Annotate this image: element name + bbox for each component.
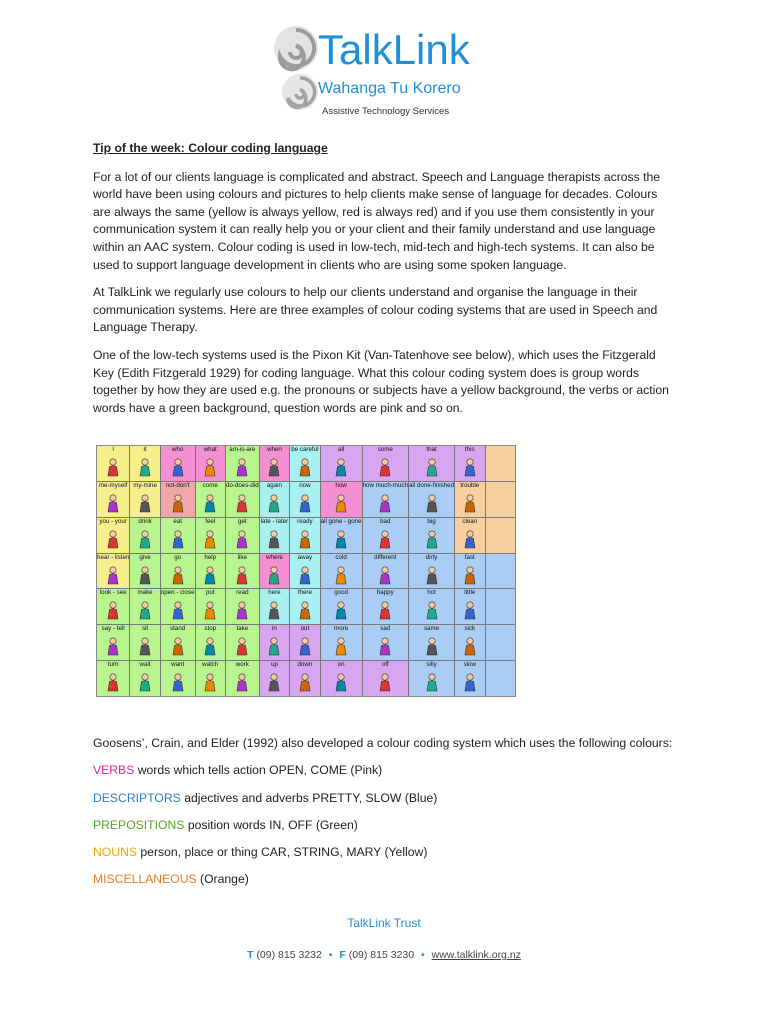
board-cell — [455, 554, 484, 589]
footer-separator: • — [328, 949, 333, 961]
symbol-picture-icon — [103, 600, 123, 620]
board-cell — [226, 518, 259, 553]
phone-number: (09) 815 3232 — [256, 949, 322, 961]
board-cell-word: all gone - gone — [320, 517, 362, 525]
category-desc: adjectives and adverbs PRETTY, SLOW (Blue) — [180, 790, 438, 805]
board-cell — [260, 589, 289, 624]
board-cell-word — [486, 554, 515, 562]
board-cell — [321, 482, 362, 517]
board-cell — [260, 625, 289, 660]
board-cell-word: drink — [138, 517, 152, 525]
board-cell — [321, 661, 362, 696]
board-cell-word: watch — [202, 661, 219, 669]
category-label: NOUNS — [93, 845, 138, 860]
board-cell — [486, 661, 515, 696]
symbol-picture-icon — [135, 672, 155, 692]
board-cell — [161, 625, 195, 660]
symbol-picture-icon — [103, 636, 123, 656]
board-cell — [363, 554, 408, 589]
symbol-picture-icon — [295, 672, 315, 692]
board-cell — [363, 446, 408, 481]
board-cell-word — [486, 482, 515, 490]
board-cell — [321, 589, 362, 624]
board-cell-word: on — [337, 661, 345, 669]
board-cell-word — [486, 661, 515, 669]
board-cell — [97, 625, 129, 660]
board-cell — [226, 661, 259, 696]
brand-tagline: Wahanga Tu Korero — [318, 80, 461, 97]
board-cell — [409, 518, 454, 553]
board-cell-word: good — [334, 589, 348, 597]
board-cell — [455, 518, 484, 553]
board-cell — [130, 482, 159, 517]
symbol-picture-icon — [375, 636, 395, 656]
symbol-picture-icon — [168, 493, 188, 513]
symbol-picture-icon — [422, 565, 442, 585]
intro-section — [93, 140, 675, 427]
board-cell — [290, 554, 319, 589]
symbol-picture-icon — [200, 600, 220, 620]
symbol-picture-icon — [422, 600, 442, 620]
board-cell — [455, 625, 484, 660]
symbol-picture-icon — [422, 529, 442, 549]
symbol-picture-icon — [460, 457, 480, 477]
symbol-picture-icon — [422, 636, 442, 656]
board-cell-word: away — [297, 553, 313, 561]
board-cell-word: who — [171, 446, 184, 453]
symbol-picture-icon — [460, 565, 480, 585]
symbol-picture-icon — [168, 636, 188, 656]
board-cell — [161, 661, 195, 696]
board-cell — [130, 625, 159, 660]
board-cell-word: read — [236, 589, 249, 597]
board-cell-word: where — [265, 553, 283, 561]
board-cell — [130, 446, 159, 481]
symbol-picture-icon — [460, 636, 480, 656]
category-nouns — [93, 844, 675, 862]
board-cell-word: different — [374, 553, 397, 561]
symbol-picture-icon — [168, 457, 188, 477]
symbol-picture-icon — [264, 565, 284, 585]
board-cell — [290, 518, 319, 553]
board-cell-word: you - your — [99, 517, 127, 525]
board-cell-word: how much-much — [362, 481, 408, 489]
board-cell-word: sad — [380, 625, 391, 633]
board-cell-word: sit — [141, 625, 149, 633]
header — [262, 22, 512, 122]
board-cell — [486, 589, 515, 624]
board-cell-word: slow — [463, 661, 476, 669]
board-cell-word: up — [270, 661, 278, 669]
board-cell-word: how — [335, 481, 347, 489]
symbol-picture-icon — [135, 600, 155, 620]
symbol-picture-icon — [264, 529, 284, 549]
footer-separator: • — [421, 949, 425, 961]
board-cell-word: hear - listen — [97, 553, 130, 561]
board-cell-word: be careful — [291, 446, 319, 453]
symbol-picture-icon — [460, 672, 480, 692]
board-cell — [486, 625, 515, 660]
board-cell — [290, 482, 319, 517]
symbol-picture-icon — [200, 565, 220, 585]
symbol-picture-icon — [422, 672, 442, 692]
board-cell-word: trouble — [460, 481, 480, 489]
board-cell — [363, 518, 408, 553]
board-cell — [363, 589, 408, 624]
footer-contact — [0, 949, 768, 961]
board-cell — [409, 554, 454, 589]
symbol-picture-icon — [135, 636, 155, 656]
symbol-picture-icon — [168, 565, 188, 585]
tip-title: Tip of the week: Colour coding language — [93, 141, 328, 155]
board-cell-word: sick — [464, 625, 476, 633]
board-cell-word: big — [427, 517, 436, 525]
board-cell — [486, 446, 515, 481]
paragraph-goosens: Goosens’, Crain, and Elder (1992) also developed a colour coding system which uses the following colours: — [93, 736, 673, 750]
board-cell — [161, 446, 195, 481]
board-cell-word: go — [174, 553, 182, 561]
board-cell-word: not-don't — [165, 481, 190, 489]
board-cell — [321, 625, 362, 660]
symbol-picture-icon — [375, 600, 395, 620]
board-cell-word: my-mine — [133, 481, 157, 489]
board-cell-word: take — [236, 625, 249, 633]
board-cell-word — [486, 625, 515, 633]
paragraph-2: At TalkLink we regularly use colours to help our clients understand and organise the language in their communication systems. Here are three examples of colour coding systems that are used in Speech and Language Therapy. — [93, 285, 658, 335]
symbol-picture-icon — [375, 493, 395, 513]
board-cell-word: it — [143, 446, 147, 453]
board-cell — [130, 518, 159, 553]
board-cell-word: want — [171, 661, 185, 669]
board-cell — [161, 589, 195, 624]
board-cell — [363, 661, 408, 696]
symbol-picture-icon — [295, 565, 315, 585]
board-cell — [226, 625, 259, 660]
symbol-picture-icon — [375, 565, 395, 585]
symbol-picture-icon — [103, 457, 123, 477]
board-cell — [226, 446, 259, 481]
paragraph-3: One of the low-tech systems used is the Pixon Kit (Van-Tatenhove see below), which uses the Fitzgerald Key (Edith Fitzgerald 1929) for coding language. What this colour coding system does is group words together by how they are used e.g. the pronouns or subjects have a yellow background, the verbs or action words have a green background, question words are pink and so on. — [93, 347, 669, 415]
board-cell-word: all done-finished — [408, 481, 455, 489]
board-cell — [226, 589, 259, 624]
symbol-picture-icon — [168, 529, 188, 549]
symbol-picture-icon — [295, 493, 315, 513]
board-cell-word: wait — [139, 661, 151, 669]
symbol-picture-icon — [295, 529, 315, 549]
symbol-picture-icon — [331, 636, 351, 656]
board-cell — [260, 661, 289, 696]
board-cell — [196, 482, 225, 517]
board-cell-word: bad — [380, 517, 391, 525]
board-cell — [321, 518, 362, 553]
symbol-picture-icon — [295, 636, 315, 656]
brand-service: Assistive Technology Services — [322, 106, 450, 117]
category-label: MISCELLANEOUS — [93, 872, 197, 887]
board-cell-word: help — [204, 553, 217, 561]
board-cell — [196, 661, 225, 696]
board-cell — [486, 518, 515, 553]
symbol-picture-icon — [331, 457, 351, 477]
symbol-picture-icon — [331, 672, 351, 692]
symbol-picture-icon — [135, 457, 155, 477]
board-cell — [97, 482, 129, 517]
board-cell — [196, 518, 225, 553]
category-miscellaneous — [93, 871, 675, 889]
category-desc: words which tells action OPEN, COME (Pink) — [134, 763, 383, 778]
board-cell-word: cold — [335, 553, 347, 561]
board-cell-word: ready — [297, 517, 313, 525]
pixon-board-image — [96, 445, 516, 697]
board-cell — [97, 518, 129, 553]
board-cell — [321, 554, 362, 589]
board-cell — [161, 518, 195, 553]
symbol-picture-icon — [331, 600, 351, 620]
board-cell — [455, 661, 484, 696]
board-cell — [321, 446, 362, 481]
goosens-section — [93, 735, 675, 899]
symbol-picture-icon — [103, 493, 123, 513]
board-cell — [290, 589, 319, 624]
board-cell-word: this — [464, 446, 475, 453]
board-cell-word: give — [139, 553, 151, 561]
board-cell-word — [486, 589, 515, 597]
board-cell — [97, 589, 129, 624]
board-cell — [161, 482, 195, 517]
board-cell-word: eat — [173, 517, 182, 525]
symbol-picture-icon — [295, 600, 315, 620]
board-cell-word: happy — [376, 589, 394, 597]
category-desc: person, place or thing CAR, STRING, MARY (Yellow) — [137, 845, 428, 860]
board-cell — [409, 589, 454, 624]
brand-name: TalkLink — [318, 26, 470, 73]
board-cell — [196, 589, 225, 624]
board-cell — [290, 446, 319, 481]
board-cell-word: like — [237, 553, 247, 561]
board-cell-word — [486, 518, 515, 526]
board-cell-word: out — [300, 625, 310, 633]
category-prepositions — [93, 817, 675, 835]
fax-number: (09) 815 3230 — [348, 949, 415, 961]
symbol-picture-icon — [232, 565, 252, 585]
board-cell — [260, 518, 289, 553]
board-cell-word: same — [423, 625, 440, 633]
symbol-picture-icon — [200, 672, 220, 692]
board-cell-word — [486, 446, 515, 454]
category-desc: (Orange) — [196, 872, 249, 887]
symbol-picture-icon — [460, 493, 480, 513]
board-cell-word: down — [297, 661, 313, 669]
symbol-picture-icon — [103, 672, 123, 692]
symbol-picture-icon — [295, 457, 315, 477]
board-cell — [196, 625, 225, 660]
board-cell-word: fast — [464, 553, 475, 561]
symbol-picture-icon — [264, 636, 284, 656]
symbol-picture-icon — [375, 529, 395, 549]
board-cell-word: come — [202, 481, 218, 489]
board-cell-word: some — [377, 446, 393, 453]
symbol-picture-icon — [422, 493, 442, 513]
board-cell — [130, 554, 159, 589]
symbol-picture-icon — [135, 565, 155, 585]
board-cell-word: off — [381, 661, 389, 669]
symbol-picture-icon — [200, 636, 220, 656]
board-cell-word: put — [205, 589, 215, 597]
board-cell-word: do-does-did — [225, 481, 259, 489]
board-cell-word: that — [426, 446, 437, 453]
board-cell-word: again — [266, 481, 282, 489]
board-cell — [226, 554, 259, 589]
phone-label: T — [247, 949, 254, 961]
board-cell — [260, 554, 289, 589]
website-link[interactable]: www.talklink.org.nz — [431, 949, 521, 961]
symbol-picture-icon — [135, 493, 155, 513]
symbol-picture-icon — [331, 493, 351, 513]
board-cell-word: now — [299, 481, 311, 489]
board-cell — [363, 482, 408, 517]
symbol-picture-icon — [232, 493, 252, 513]
symbol-picture-icon — [168, 672, 188, 692]
board-cell-word: me-myself — [98, 481, 128, 489]
board-cell — [363, 625, 408, 660]
symbol-picture-icon — [232, 600, 252, 620]
board-cell — [290, 661, 319, 696]
board-cell-word: feel — [205, 517, 216, 525]
symbol-picture-icon — [232, 636, 252, 656]
board-cell-word: make — [137, 589, 153, 597]
category-label: DESCRIPTORS — [93, 790, 181, 805]
fax-label: F — [339, 949, 346, 961]
symbol-picture-icon — [460, 529, 480, 549]
symbol-picture-icon — [232, 672, 252, 692]
board-cell — [130, 661, 159, 696]
symbol-picture-icon — [200, 493, 220, 513]
board-cell-word: work — [235, 661, 249, 669]
board-cell — [196, 446, 225, 481]
board-cell-word: open - close — [160, 589, 195, 597]
board-cell — [486, 554, 515, 589]
board-cell — [260, 482, 289, 517]
board-cell-word: what — [203, 446, 217, 453]
board-cell — [409, 625, 454, 660]
board-cell-word: get — [238, 517, 247, 525]
board-cell-word: all — [338, 446, 345, 453]
board-cell — [226, 482, 259, 517]
symbol-picture-icon — [264, 672, 284, 692]
symbol-picture-icon — [422, 457, 442, 477]
symbol-picture-icon — [168, 600, 188, 620]
board-cell — [97, 446, 129, 481]
board-cell-word: am-is-are — [229, 446, 256, 453]
symbol-picture-icon — [135, 529, 155, 549]
board-cell — [455, 589, 484, 624]
board-cell — [97, 554, 129, 589]
category-desc: position words IN, OFF (Green) — [184, 817, 358, 832]
symbol-picture-icon — [264, 493, 284, 513]
board-cell-word: look - see — [99, 589, 127, 597]
board-cell-word: clean — [462, 517, 478, 525]
board-cell-word: here — [268, 589, 281, 597]
symbol-picture-icon — [232, 457, 252, 477]
symbol-picture-icon — [264, 457, 284, 477]
board-cell-word: late - later — [260, 517, 289, 525]
category-verbs — [93, 762, 675, 780]
symbol-picture-icon — [200, 457, 220, 477]
symbol-picture-icon — [375, 457, 395, 477]
board-cell-word: more — [334, 625, 349, 633]
category-descriptors — [93, 790, 675, 808]
symbol-picture-icon — [460, 600, 480, 620]
symbol-picture-icon — [264, 600, 284, 620]
board-cell-word: hot — [427, 589, 436, 597]
board-cell — [130, 589, 159, 624]
board-cell-word: I — [112, 446, 115, 453]
board-cell-word: little — [464, 589, 476, 597]
symbol-picture-icon — [200, 529, 220, 549]
board-cell — [161, 554, 195, 589]
board-cell — [486, 482, 515, 517]
category-label: VERBS — [93, 763, 135, 778]
board-cell — [196, 554, 225, 589]
symbol-picture-icon — [331, 529, 351, 549]
board-cell — [409, 661, 454, 696]
board-cell-word: dirty — [425, 553, 438, 561]
board-cell — [409, 446, 454, 481]
symbol-picture-icon — [103, 529, 123, 549]
board-cell — [290, 625, 319, 660]
board-cell — [260, 446, 289, 481]
board-cell-word: silly — [426, 661, 437, 669]
board-cell — [455, 482, 484, 517]
board-cell-word: when — [267, 446, 282, 453]
symbol-picture-icon — [232, 529, 252, 549]
symbol-picture-icon — [375, 672, 395, 692]
footer-trust: TalkLink Trust — [347, 916, 421, 930]
category-label: PREPOSITIONS — [93, 817, 185, 832]
board-cell-word: in — [272, 625, 277, 633]
board-cell-word: turn — [107, 661, 119, 669]
symbol-picture-icon — [103, 565, 123, 585]
board-cell-word: stand — [170, 625, 186, 633]
board-cell-word: there — [297, 589, 312, 597]
board-cell — [455, 446, 484, 481]
board-cell-word: say - tell — [101, 625, 125, 633]
board-cell — [409, 482, 454, 517]
board-cell-word: stop — [204, 625, 217, 633]
paragraph-1: For a lot of our clients language is complicated and abstract. Speech and Language therapists across the world have been using colours and pictures to help clients make sense of language for decades. Colours are always the same (yellow is always yellow, red is always red) and if you use them consistently in your communication system it can really help you or your client and their family understand and use language within an AAC system. Colour coding is used in low-tech, mid-tech and high-tech systems. It can also be used to support language development in clients who are using some spoken language. — [93, 169, 661, 272]
board-cell — [97, 661, 129, 696]
symbol-picture-icon — [331, 565, 351, 585]
